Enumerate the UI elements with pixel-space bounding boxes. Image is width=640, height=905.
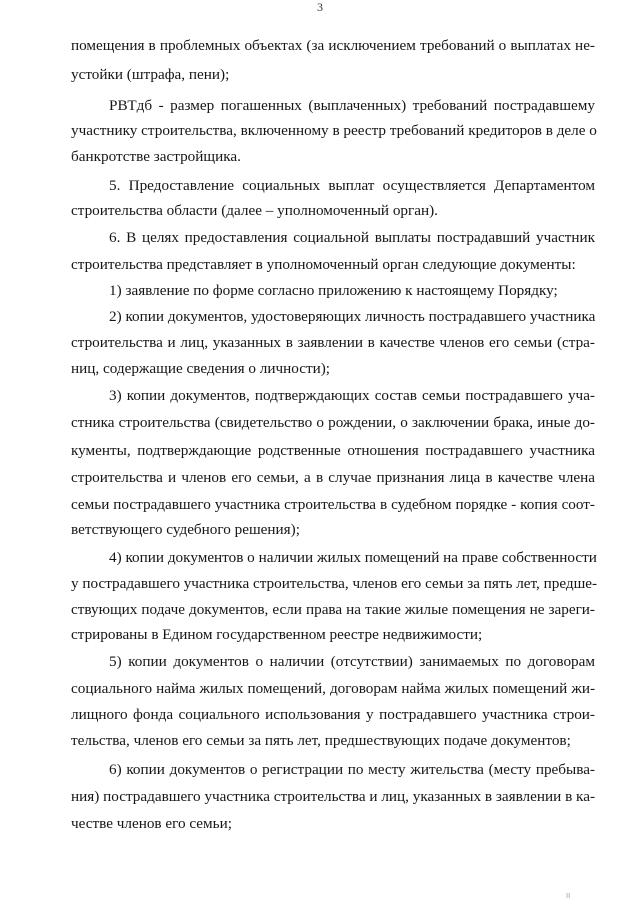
text-line: ствующих подаче документов, если права на такие жилые помещения не зареги- [71, 601, 595, 618]
text-line: тельства, членов его семьи за пять лет, предшествующих подаче документов; [71, 732, 571, 749]
text-line: 2) копии документов, удостоверяющих личность пострадавшего участника [109, 308, 596, 325]
text-line: банкротстве застройщика. [71, 148, 241, 165]
text-line: устойки (штрафа, пени); [71, 66, 230, 83]
text-line: строительства и лиц, указанных в заявлении в качестве членов его семьи (стра- [71, 334, 595, 351]
text-line: строительства области (далее – уполномоченный орган). [71, 202, 438, 219]
text-line: строительства представляет в уполномоченный орган следующие документы: [71, 256, 576, 273]
text-line: РВТдб - размер погашенных (выплаченных) требований пострадавшему [109, 97, 595, 114]
text-line: лищного фонда социального использования у пострадавшего участника строи- [71, 706, 595, 723]
text-line: 4) копии документов о наличии жилых помещений на праве собственности [109, 549, 597, 566]
text-line: участнику строительства, включенному в реестр требований кредиторов в деле о [71, 122, 597, 139]
text-line: стрированы в Едином государственном реестре недвижимости; [71, 626, 483, 643]
corner-mark: II [566, 892, 571, 900]
text-line: помещения в проблемных объектах (за исключением требований о выплатах не- [71, 37, 595, 54]
text-line: честве членов его семьи; [71, 815, 232, 832]
text-line: 6) копии документов о регистрации по месту жительства (месту пребыва- [109, 761, 595, 778]
text-line: ния) пострадавшего участника строительства и лиц, указанных в заявлении в ка- [71, 788, 595, 805]
text-line: стника строительства (свидетельство о рождении, о заключении брака, иные до- [71, 414, 595, 431]
text-line: социального найма жилых помещений, договорам найма жилых помещений жи- [71, 680, 595, 697]
text-line: у пострадавшего участника строительства, членов его семьи за пять лет, предше- [71, 575, 598, 592]
page-number: 3 [317, 0, 323, 14]
text-line: 3) копии документов, подтверждающих состав семьи пострадавшего уча- [109, 387, 595, 404]
text-line: 5. Предоставление социальных выплат осуществляется Департаментом [109, 177, 595, 194]
text-line: семьи пострадавшего участника строительства в судебном порядке - копия соот- [71, 496, 595, 513]
text-line: 5) копии документов о наличии (отсутствии) занимаемых по договорам [109, 653, 595, 670]
text-line: 6. В целях предоставления социальной выплаты пострадавший участник [109, 229, 595, 246]
text-line: 1) заявление по форме согласно приложению к настоящему Порядку; [109, 282, 558, 299]
text-line: кументы, подтверждающие родственные отношения пострадавшего участника [71, 442, 595, 459]
text-line: ветствующего судебного решения); [71, 521, 300, 538]
text-line: строительства и членов его семьи, а в случае признания лица в качестве члена [71, 469, 595, 486]
text-line: ниц, содержащие сведения о личности); [71, 360, 331, 377]
